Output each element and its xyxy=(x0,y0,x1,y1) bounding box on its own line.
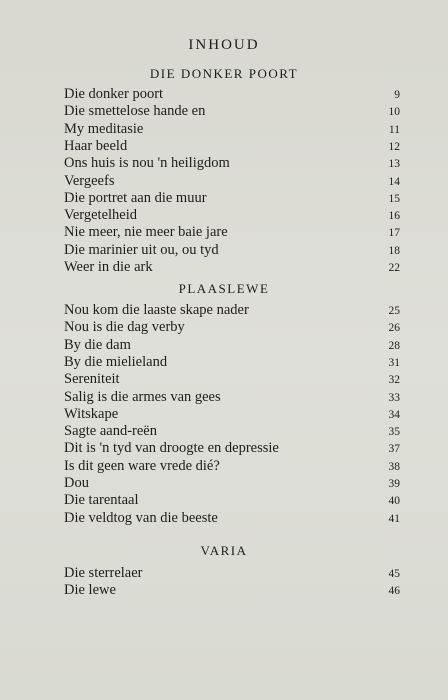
toc-entry xyxy=(64,302,400,319)
entry-page-number: 34 xyxy=(388,408,400,421)
section-heading: DIE DONKER POORT xyxy=(149,66,299,81)
entry-page-number: 13 xyxy=(388,158,400,171)
page-title: INHOUD xyxy=(188,37,260,53)
toc-entry xyxy=(64,121,400,138)
entry-title: Witskape xyxy=(64,405,119,422)
toc-entry xyxy=(64,565,400,582)
toc-entry xyxy=(64,582,400,599)
entry-page-number: 33 xyxy=(388,391,400,404)
entry-page-number: 41 xyxy=(388,512,400,525)
entry-page-number: 28 xyxy=(388,339,400,352)
entry-title: Ons huis is nou 'n heiligdom xyxy=(64,155,230,172)
toc-entry xyxy=(64,103,400,120)
entry-page-number: 17 xyxy=(388,227,400,240)
entry-page-number: 38 xyxy=(388,460,400,473)
section-heading: VARIA xyxy=(200,543,248,558)
toc-entry xyxy=(64,440,400,457)
entry-title: Vergetelheid xyxy=(64,207,138,224)
entry-title: Nie meer, nie meer baie jare xyxy=(64,224,228,241)
entry-title: Dit is 'n tyd van droogte en depressie xyxy=(64,440,279,457)
entry-title: Die sterrelaer xyxy=(64,565,143,581)
entry-page-number: 10 xyxy=(388,106,400,119)
toc-entry xyxy=(64,86,400,103)
entry-page-number: 14 xyxy=(388,175,400,188)
toc-entry xyxy=(64,510,400,527)
entry-title: Salig is die armes van gees xyxy=(64,388,221,405)
toc-entry xyxy=(64,492,400,509)
entry-title: Die donker poort xyxy=(64,86,164,102)
entry-title: Is dit geen ware vrede dié? xyxy=(64,457,220,474)
entry-page-number: 18 xyxy=(388,244,400,257)
toc-entry xyxy=(64,423,400,440)
toc-entry xyxy=(64,337,400,354)
toc-entry xyxy=(64,224,400,241)
toc-entry xyxy=(64,319,400,336)
entry-page-number: 11 xyxy=(388,123,400,136)
entry-page-number: 32 xyxy=(388,374,400,387)
entry-page-number: 16 xyxy=(388,210,400,223)
toc-entry xyxy=(64,190,400,207)
toc-entry xyxy=(64,406,400,423)
entry-title: Die portret aan die muur xyxy=(64,189,207,206)
entry-title: Dou xyxy=(64,475,89,491)
entry-title: Die marinier uit ou, ou tyd xyxy=(64,241,219,258)
entry-page-number: 9 xyxy=(394,89,400,101)
entry-page-number: 37 xyxy=(388,443,400,456)
toc-entry xyxy=(64,458,400,475)
toc-entry xyxy=(64,173,400,190)
entry-page-number: 40 xyxy=(388,495,400,508)
toc-entry xyxy=(64,242,400,259)
entry-page-number: 25 xyxy=(388,305,400,317)
entry-title: Nou is die dag verby xyxy=(64,319,185,336)
section-heading: PLAASLEWE xyxy=(178,281,270,296)
entry-page-number: 35 xyxy=(388,426,400,439)
entry-page-number: 15 xyxy=(388,192,400,205)
entry-title: Die smettelose hande en xyxy=(64,103,206,120)
entry-title: Haar beeld xyxy=(64,137,128,154)
entry-page-number: 45 xyxy=(388,568,400,580)
toc-entry xyxy=(64,389,400,406)
toc-entry xyxy=(64,207,400,224)
entry-page-number: 26 xyxy=(388,322,400,335)
entry-title: Weer in die ark xyxy=(64,259,153,275)
toc-entry xyxy=(64,475,400,492)
entry-title: Vergeefs xyxy=(64,172,115,189)
entry-title: By die dam xyxy=(64,336,131,353)
entry-title: Die lewe xyxy=(64,582,116,599)
entry-page-number: 31 xyxy=(388,356,400,369)
entry-title: Die tarentaal xyxy=(64,492,139,509)
entry-page-number: 39 xyxy=(388,478,400,490)
entry-page-number: 46 xyxy=(388,585,400,598)
entry-page-number: 12 xyxy=(388,140,400,153)
entry-title: Die veldtog van die beeste xyxy=(64,509,218,526)
toc-entry xyxy=(64,371,400,388)
toc-entry xyxy=(64,138,400,155)
entry-title: Sagte aand-reën xyxy=(64,423,157,440)
entry-title: Sereniteit xyxy=(64,371,120,388)
toc-entry xyxy=(64,155,400,172)
entry-page-number: 22 xyxy=(388,262,400,274)
toc-entry xyxy=(64,259,400,276)
entry-title: By die mielieland xyxy=(64,353,168,370)
entry-title: Nou kom die laaste skape nader xyxy=(64,302,249,318)
toc-entry xyxy=(64,354,400,371)
entry-title: My meditasie xyxy=(64,120,144,137)
